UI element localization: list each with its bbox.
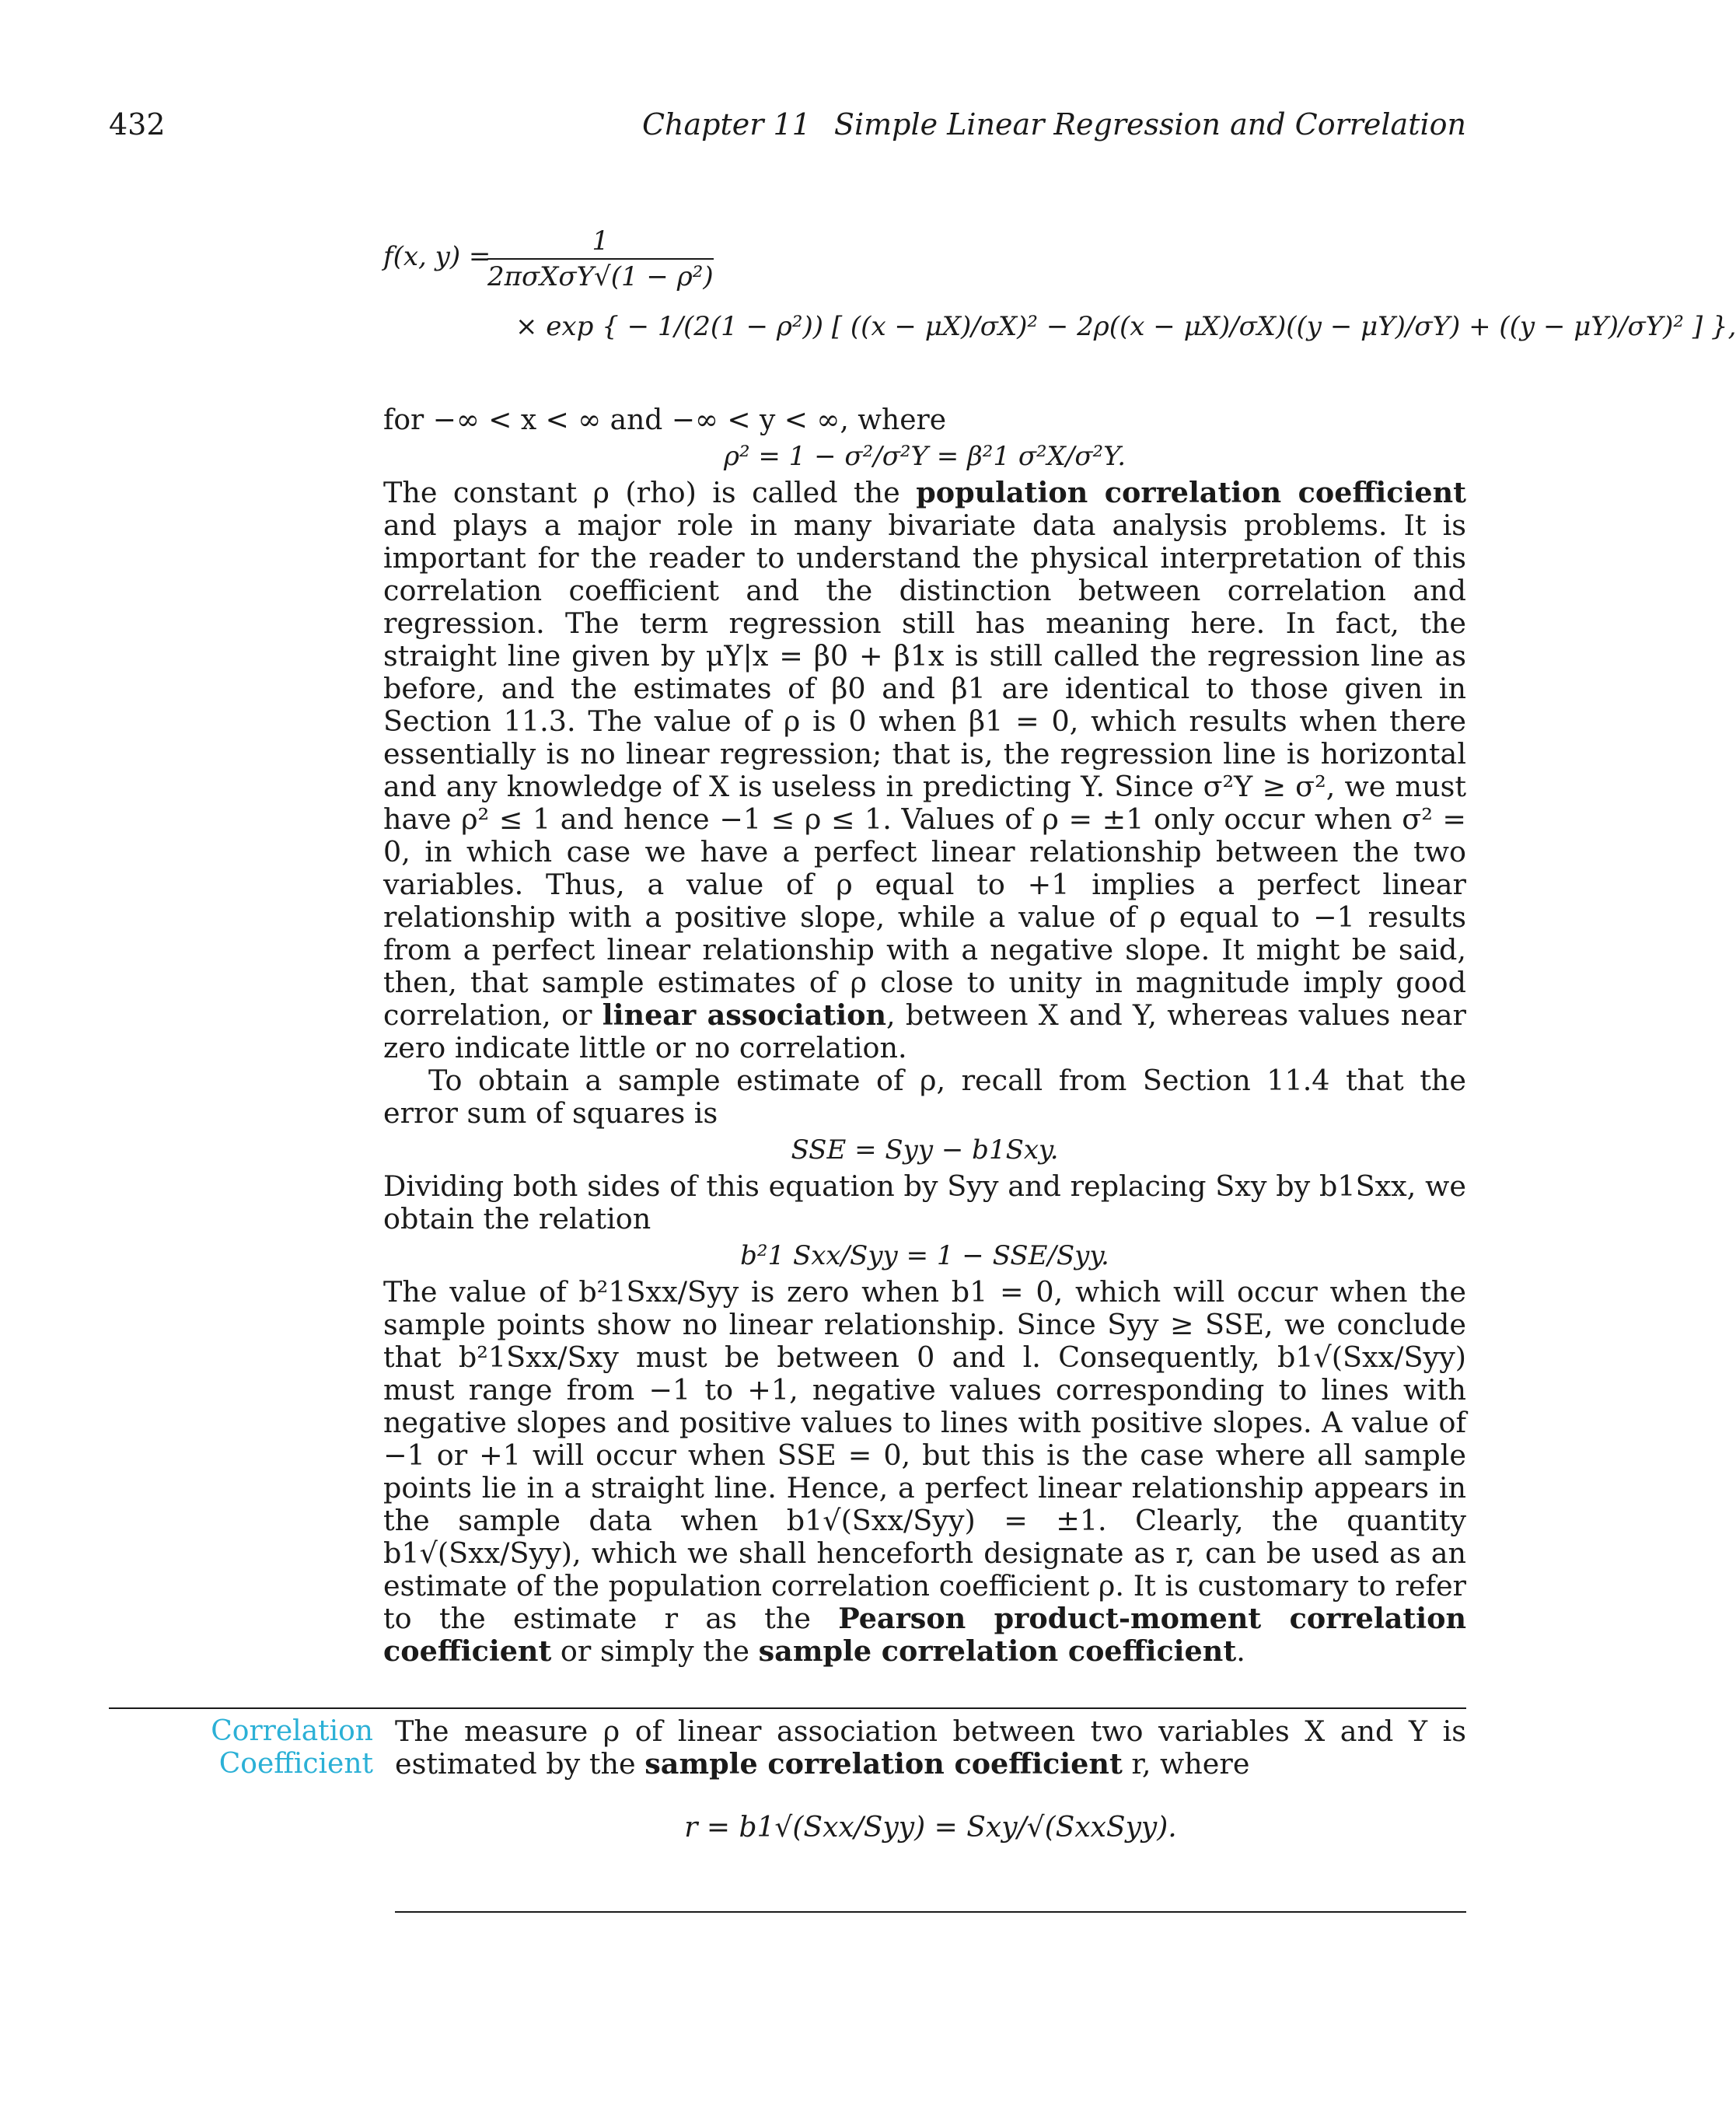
density-numerator: 1 — [487, 225, 714, 260]
term-linear-association: linear association — [602, 998, 887, 1032]
density-exponent: × exp { − 1/(2(1 − ρ²)) [ ((x − μX)/σX)² − 2ρ((x − μX)/σX)((y − μY)/σY) + ((y − μY)/σY)² ] }, — [515, 311, 1736, 342]
paragraph-3: Dividing both sides of this equation by Syy and replacing Sxy by b1Sxx, we obtain the relation — [383, 1169, 1466, 1235]
margin-label-line-1: Correlation — [211, 1715, 373, 1747]
paragraph-2: To obtain a sample estimate of ρ, recall from Section 11.4 that the error sum of squares is — [383, 1064, 1466, 1130]
density-line-1 — [484, 225, 717, 292]
domain-line: for −∞ < x < ∞ and −∞ < y < ∞, where — [383, 404, 947, 436]
running-head — [628, 107, 1466, 142]
definition-top-rule — [109, 1707, 1466, 1709]
para1-text-c: and plays a major role in many bivariate data analysis problems. It is important for the reader to understand the physical interpretation of this correlation coefficient and the distinction between correlation and regression. The term regression still has meaning here. In fact, the straight line given by μY|x = β0 + β1x is still called the regression line as before, and the estimates of β0 and β1 are identical to those given in Section 11.3. The value of ρ is 0 when β1 = 0, which results when there essentially is no linear regression; that is, the regression line is horizontal and any knowledge of X is useless in predicting Y. Since σ²Y ≥ σ², we must have ρ² ≤ 1 and hence −1 ≤ ρ ≤ 1. Values of ρ = ±1 only occur when σ² = 0, in which case we have a perfect linear relationship between the two variables. Thus, a value of ρ equal to +1 implies a perfect linear relationship with a positive slope, while a value of ρ equal to −1 results from a perfect linear relationship with a negative slope. It might be said, then, that sample estimates of ρ close to unity in magnitude imply good correlation, or — [383, 509, 1466, 1032]
bivariate-density-equation — [383, 225, 1736, 404]
chapter-title: Simple Linear Regression and Correlation — [833, 107, 1466, 142]
correlation-formula: r = b1√(Sxx/Syy) = Sxy/√(SxxSyy). — [684, 1812, 1177, 1844]
relation-equation: b²1 Sxx/Syy = 1 − SSE/Syy. — [740, 1240, 1109, 1271]
term-sample-correlation-coefficient: sample correlation coefficient — [758, 1634, 1237, 1668]
rho-definition-equation: ρ² = 1 − σ²/σ²Y = β²1 σ²X/σ²Y. — [723, 441, 1126, 472]
para4-text-c: or simply the — [551, 1634, 759, 1668]
margin-label — [109, 1715, 373, 1781]
definition-text-c: r, where — [1122, 1747, 1250, 1781]
para4-text-a: The value of b²1Sxx/Syy is zero when b1 = 0, which will occur when the sample points show no linear relationship. Since Syy ≥ SSE, we conclude that b²1Sxx/Sxy must be between 0 and l. Consequently, b1√(Sxx/Syy) must range from −1 to +1, negative values corresponding to lines with negative slopes and positive values to lines with positive slopes. A value of −1 or +1 will occur when SSE = 0, but this is the case where all sample points lie in a straight line. Hence, a perfect linear relationship appears in the sample data when b1√(Sxx/Syy) = ±1. Clearly, the quantity b1√(Sxx/Syy), which we shall henceforth designate as r, can be used as an estimate of the population correlation coefficient ρ. It is customary to refer to the estimate r as the — [383, 1275, 1466, 1635]
density-denominator: 2πσXσY√(1 − ρ²) — [487, 261, 714, 292]
paragraph-4 — [383, 1276, 1466, 1668]
para1-text-a: The constant ρ (rho) is called the — [383, 476, 917, 509]
paragraph-1 — [383, 477, 1466, 1064]
term-sample-correlation-coefficient-def: sample correlation coefficient — [644, 1747, 1123, 1781]
term-pearson-coefficient: Pearson product-moment correlation coefficient — [383, 1602, 1467, 1668]
para1-text-d: , between X and Y, whereas values near zero indicate little or no correlation. — [383, 998, 1466, 1064]
para4-text-d: . — [1236, 1634, 1245, 1668]
main-content — [383, 225, 1736, 1668]
definition-bottom-rule — [395, 1911, 1466, 1913]
margin-label-line-2: Coefficient — [218, 1748, 373, 1780]
sse-equation: SSE = Syy − b1Sxy. — [791, 1134, 1059, 1166]
term-population-correlation-coefficient: population correlation coefficient — [916, 476, 1466, 509]
density-lhs: f(x, y) = — [383, 241, 491, 272]
definition-text — [395, 1715, 1466, 1781]
page-number: 432 — [109, 107, 166, 142]
chapter-label: Chapter 11 — [641, 107, 811, 142]
definition-text-a: The measure ρ of linear association between two variables X and Y is estimated by the — [395, 1714, 1466, 1781]
